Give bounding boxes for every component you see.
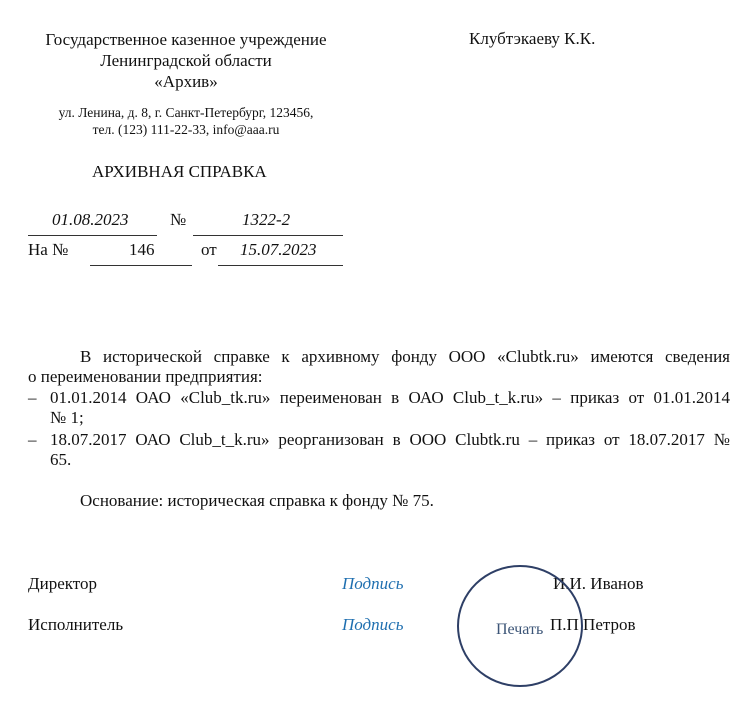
body-intro-line-1: В исторической справке к архивному фонду ООО «Clubtk.ru» имеются сведения [80, 347, 730, 366]
org-address-line-2: тел. (123) 111-22-33, info@aaa.ru [92, 122, 280, 137]
recipient-name: Клубтэкаеву К.К. [469, 29, 596, 48]
stamp-label: Печать [496, 621, 544, 638]
org-name-line-1: Государственное казенное учреждение [45, 30, 327, 49]
date-underline [28, 235, 157, 236]
ref-number-underline [90, 265, 192, 266]
list-item-2-line-1: 18.07.2017 ОАО Club_t_k.ru» реорганизован в ООО Clubtk.ru – приказ от 18.07.2017 № [50, 430, 730, 449]
signature-executor: Подпись [342, 615, 404, 634]
org-name-line-3: «Архив» [154, 72, 218, 91]
document-title: АРХИВНАЯ СПРАВКА [92, 162, 267, 181]
list-dash: – [28, 388, 37, 407]
ref-number: 146 [129, 240, 155, 259]
ref-from-label: от [201, 240, 217, 259]
document-number: 1322-2 [242, 210, 291, 229]
ref-label: На № [28, 240, 69, 259]
basis-text: Основание: историческая справка к фонду № 75. [80, 491, 434, 510]
signature-name-executor: П.П Петров [550, 615, 636, 634]
ref-date-underline [218, 265, 343, 266]
org-name-line-2: Ленинградской области [100, 51, 272, 70]
signature-role-executor: Исполнитель [28, 615, 124, 634]
list-item-1-line-1: 01.01.2014 ОАО «Club_tk.ru» переименован в ОАО Club_t_k.ru» – приказ от 01.01.2014 [50, 388, 730, 407]
signature-name-director: И.И. Иванов [553, 574, 644, 593]
list-item-1-line-2: № 1; [50, 408, 84, 427]
document-date: 01.08.2023 [52, 210, 129, 229]
signature-role-director: Директор [28, 574, 97, 593]
body-intro-line-2: о переименовании предприятия: [28, 367, 263, 386]
number-label: № [170, 210, 187, 229]
list-dash: – [28, 430, 37, 449]
org-address-line-1: ул. Ленина, д. 8, г. Санкт-Петербург, 123456, [58, 105, 314, 120]
number-underline [193, 235, 343, 236]
list-item-2-line-2: 65. [50, 450, 72, 469]
signature-director: Подпись [342, 574, 404, 593]
ref-date: 15.07.2023 [240, 240, 317, 259]
